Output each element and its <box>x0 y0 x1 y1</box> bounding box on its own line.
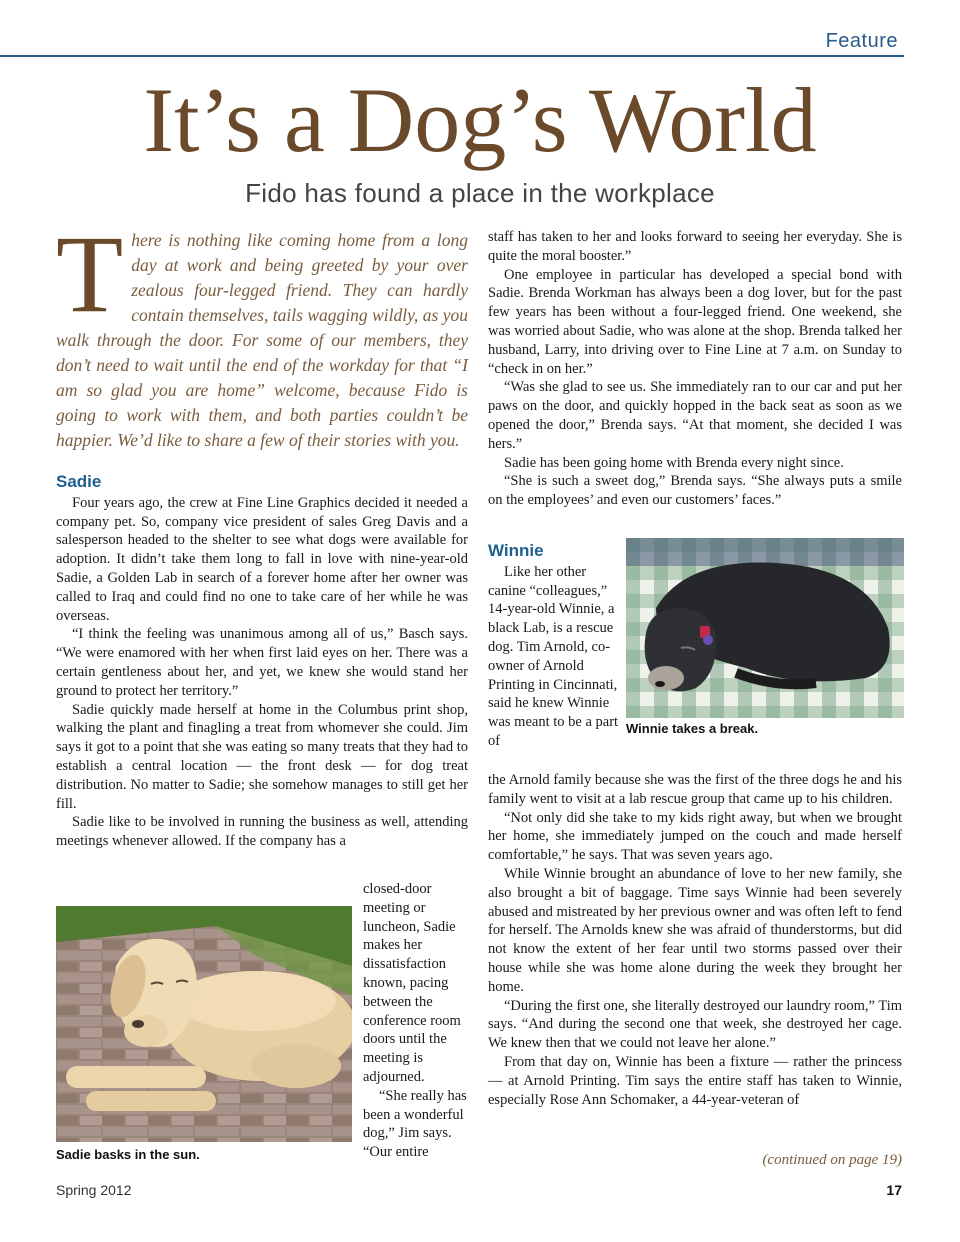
winnie-photo <box>626 538 904 718</box>
right-paragraph-2: One employee in particular has developed a special bond with Sadie. Brenda Workman has always been a dog lover, but for the past few years has been without a four-legged friend. One weekend, she was worried about Sadie, who was alone at the shop. Brenda talked her husband, Larry, into driving over to Fine Line at 7 a.m. on Sunday to “check in on her.” <box>488 266 902 377</box>
article-title: It’s a Dog’s World <box>143 69 817 171</box>
sadie-paragraph-4: Sadie like to be involved in running the business as well, attending meetings whenever allowed. If the company has a <box>56 814 468 850</box>
golden-lab-image <box>56 906 352 1142</box>
right-paragraph-3: “Was she glad to see us. She immediately ran to our car and put her paws on the door, and quickly hopped in the back seat as soon as we opened the door,” Brenda says. “At that moment, she decided I was hers.” <box>488 379 902 452</box>
sadie-paragraph-1: Four years ago, the crew at Fine Line Graphics decided it needed a company pet. So, company vice president of sales Greg Davis and a salesperson headed to the shelter to see what dogs were available for adoption. It didn’t take them long to fall in love with nine-year-old Sadie, a Golden Lab in search of a forever home after her owner was called to Iraq and could find no one to take care of her while he was overseas. <box>56 494 468 624</box>
black-lab-image <box>626 538 904 718</box>
continued-note: (continued on page 19) <box>762 1152 902 1168</box>
sadie-photo <box>56 906 352 1142</box>
sadie-paragraph-2: “I think the feeling was unanimous among all of us,” Basch says. “We were enamored with her when first laid eyes on her. There was a certain gentleness about her, and yet, we knew she would stand her ground to protect her territory.” <box>56 626 468 699</box>
winnie-paragraph-1: Like her other canine “colleagues,” 14-year-old Winnie, a black Lab, is a rescue dog. Tim Arnold, co-owner of Arnold Printing in Cincinnati, said he knew Winnie was meant to be a part of <box>488 563 619 749</box>
winnie-narrow-text <box>488 542 620 751</box>
winnie-paragraph-3: While Winnie brought an abundance of love to her new family, she also brought a bit of baggage. Time says Winnie had been severely abused and mistreated by her previous owner and was often left to fend for herself. The Arnolds knew she was afraid of thunderstorms, but did not know the extent of her fear until two storms passed over their house while she was home alone during the week they brought her home. <box>488 865 902 995</box>
sadie-narrow-text <box>363 880 475 1162</box>
header-rule <box>0 55 904 57</box>
sadie-paragraph-3: Sadie quickly made herself at home in the Columbus print shop, walking the plant and finagling a treat from whomever she could. Jim says it got to a point that she was eating so many treats that they had to establish a central location — the front desk — for dog treat distribution. No matter to Sadie; she somehow manages to still get her fill. <box>56 701 468 812</box>
intro-text: here is nothing like coming home from a long day at work and being greeted by your over zealous four-legged friend. They can hardly contain themselves, tails wagging wildly, as you walk through the door. For some of our members, they don’t need to wait until the end of the workday for that “I am so glad you are home” welcome, because Fido is going to work with them, and both parties couldn’t be happier. We’d like to share a few of their stories with you. <box>56 230 468 450</box>
winnie-paragraph-2: “Not only did she take to my kids right away, but when we brought her home, she immediately jumped on the couch and made herself comfortable,” he says. That was seven years ago. <box>488 809 902 864</box>
drop-cap: T <box>56 213 124 335</box>
right-column-top <box>488 228 902 510</box>
sadie-paragraph-5: “She really has been a wonderful dog,” Jim says. “Our entire <box>363 1087 467 1161</box>
page-number: 17 <box>886 1182 902 1198</box>
left-column <box>56 213 468 851</box>
section-label: Feature <box>825 30 898 52</box>
winnie-paragraph-5: From that day on, Winnie has been a fixture — rather the princess — at Arnold Printing. Tim says the entire staff has taken to Winnie, especially Rose Ann Schomaker, a 44-year-veteran of <box>488 1053 902 1108</box>
right-paragraph-1: staff has taken to her and looks forward to seeing her everyday. She is quite the moral booster.” <box>488 229 902 264</box>
winnie-paragraph-1-continued: the Arnold family because she was the first of the three dogs he and his family went to visit at a lab rescue group that came up to his children. <box>488 772 902 807</box>
winnie-caption: Winnie takes a break. <box>626 721 759 736</box>
sadie-paragraph-4-continued: closed-door meeting or luncheon, Sadie makes her dissatisfaction known, pacing between the conference room doors until the meeting is adjourned. <box>363 881 461 1085</box>
issue-date: Spring 2012 <box>56 1182 132 1198</box>
right-paragraph-4: Sadie has been going home with Brenda every night since. <box>504 454 844 471</box>
right-paragraph-5: “She is such a sweet dog,” Brenda says. “She always puts a smile on the employees’ and even our customers’ faces.” <box>488 473 902 509</box>
intro-paragraph <box>56 213 468 453</box>
winnie-heading: Winnie <box>488 541 544 560</box>
sadie-heading: Sadie <box>56 472 102 491</box>
winnie-column-bottom <box>488 771 902 1109</box>
article-subtitle: Fido has found a place in the workplace <box>245 178 715 208</box>
winnie-paragraph-4: “During the first one, she literally destroyed our laundry room,” Tim says. “And during the second one that week, she destroyed her cage. We knew then that we could not leave her alone.” <box>488 997 902 1052</box>
sadie-caption: Sadie basks in the sun. <box>56 1147 200 1162</box>
